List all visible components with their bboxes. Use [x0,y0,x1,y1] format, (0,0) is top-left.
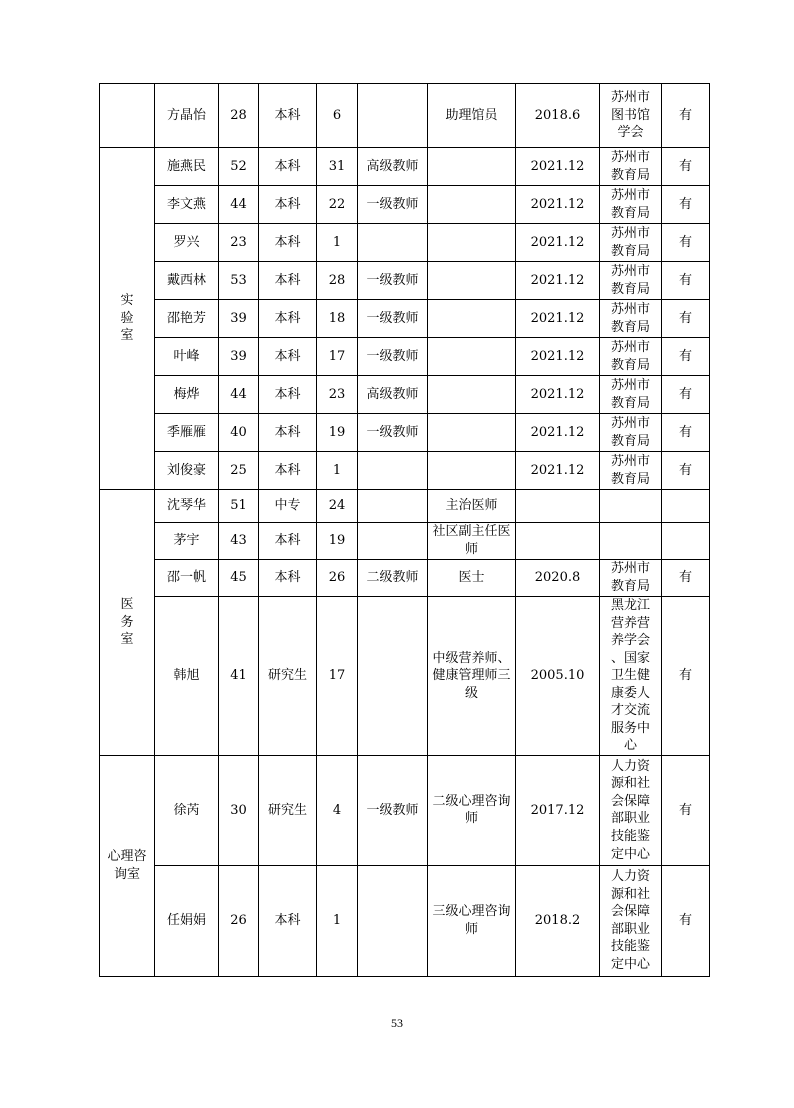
other-title-cell: 主治医师 [428,490,516,523]
issuer-cell: 人力资 源和社 会保障 部职业 技能鉴 定中心 [600,865,662,976]
age-cell: 44 [219,376,259,414]
other-title-cell: 助理馆员 [428,84,516,148]
teacher-title-cell [358,523,428,560]
issuer-cell: 苏州市 教育局 [600,262,662,300]
table-body [100,84,710,977]
years-cell: 19 [317,523,358,560]
department-cell [100,84,155,148]
date-cell: 2021.12 [516,414,600,452]
education-cell: 研究生 [259,597,317,756]
issuer-cell: 人力资 源和社 会保障 部职业 技能鉴 定中心 [600,755,662,865]
years-cell: 24 [317,490,358,523]
page-number: 53 [391,1016,403,1030]
staff-table [99,83,710,977]
teacher-title-cell: 一级教师 [358,300,428,338]
years-cell: 23 [317,376,358,414]
date-cell: 2020.8 [516,560,600,597]
certified-cell: 有 [662,452,710,490]
name-cell: 季雁雁 [155,414,219,452]
other-title-cell [428,414,516,452]
teacher-title-cell: 一级教师 [358,262,428,300]
education-cell: 本科 [259,224,317,262]
other-title-cell: 三级心理咨询师 [428,865,516,976]
certified-cell: 有 [662,755,710,865]
date-cell: 2021.12 [516,338,600,376]
years-cell: 1 [317,224,358,262]
date-cell: 2021.12 [516,300,600,338]
name-cell: 梅烨 [155,376,219,414]
table-row [100,865,710,976]
date-cell: 2021.12 [516,224,600,262]
education-cell: 本科 [259,300,317,338]
education-cell: 本科 [259,262,317,300]
teacher-title-cell [358,224,428,262]
name-cell: 茅宇 [155,523,219,560]
education-cell: 本科 [259,186,317,224]
other-title-cell [428,452,516,490]
teacher-title-cell [358,597,428,756]
other-title-cell [428,338,516,376]
date-cell [516,523,600,560]
teacher-title-cell: 高级教师 [358,148,428,186]
other-title-cell: 二级心理咨询师 [428,755,516,865]
issuer-cell: 苏州市 教育局 [600,338,662,376]
age-cell: 41 [219,597,259,756]
education-cell: 本科 [259,452,317,490]
age-cell: 44 [219,186,259,224]
name-cell: 邵艳芳 [155,300,219,338]
name-cell: 韩旭 [155,597,219,756]
other-title-cell [428,148,516,186]
issuer-cell: 苏州市 教育局 [600,186,662,224]
name-cell: 李文燕 [155,186,219,224]
table-row [100,560,710,597]
other-title-cell [428,300,516,338]
name-cell: 邵一帆 [155,560,219,597]
education-cell: 本科 [259,84,317,148]
other-title-cell [428,262,516,300]
table-row [100,84,710,148]
date-cell [516,490,600,523]
date-cell: 2018.6 [516,84,600,148]
name-cell: 施燕民 [155,148,219,186]
years-cell: 17 [317,338,358,376]
years-cell: 6 [317,84,358,148]
teacher-title-cell: 一级教师 [358,414,428,452]
date-cell: 2021.12 [516,452,600,490]
issuer-cell: 苏州市 教育局 [600,414,662,452]
certified-cell: 有 [662,186,710,224]
years-cell: 26 [317,560,358,597]
teacher-title-cell [358,452,428,490]
name-cell: 叶峰 [155,338,219,376]
education-cell: 本科 [259,338,317,376]
date-cell: 2005.10 [516,597,600,756]
issuer-cell [600,490,662,523]
years-cell: 31 [317,148,358,186]
table-row [100,523,710,560]
education-cell: 本科 [259,148,317,186]
certified-cell [662,490,710,523]
date-cell: 2018.2 [516,865,600,976]
date-cell: 2021.12 [516,262,600,300]
certified-cell: 有 [662,597,710,756]
other-title-cell [428,376,516,414]
issuer-cell: 黑龙江 营养营 养学会 、国家 卫生健 康委人 才交流 服务中 心 [600,597,662,756]
certified-cell: 有 [662,262,710,300]
age-cell: 51 [219,490,259,523]
name-cell: 徐芮 [155,755,219,865]
certified-cell: 有 [662,300,710,338]
education-cell: 本科 [259,376,317,414]
teacher-title-cell [358,865,428,976]
years-cell: 1 [317,865,358,976]
age-cell: 39 [219,300,259,338]
age-cell: 43 [219,523,259,560]
years-cell: 4 [317,755,358,865]
department-cell: 心理咨 询室 [100,755,155,976]
issuer-cell: 苏州市 教育局 [600,300,662,338]
age-cell: 25 [219,452,259,490]
certified-cell: 有 [662,376,710,414]
date-cell: 2017.12 [516,755,600,865]
education-cell: 本科 [259,523,317,560]
certified-cell: 有 [662,84,710,148]
age-cell: 53 [219,262,259,300]
age-cell: 40 [219,414,259,452]
name-cell: 任娟娟 [155,865,219,976]
table-row [100,755,710,865]
age-cell: 28 [219,84,259,148]
age-cell: 30 [219,755,259,865]
certified-cell: 有 [662,560,710,597]
table-row [100,414,710,452]
date-cell: 2021.12 [516,186,600,224]
department-cell: 医 务 室 [100,490,155,756]
issuer-cell: 苏州市 教育局 [600,560,662,597]
name-cell: 戴西林 [155,262,219,300]
education-cell: 中专 [259,490,317,523]
issuer-cell: 苏州市 教育局 [600,148,662,186]
age-cell: 23 [219,224,259,262]
other-title-cell: 中级营养师、健康管理师三级 [428,597,516,756]
education-cell: 本科 [259,865,317,976]
teacher-title-cell: 高级教师 [358,376,428,414]
table-row [100,186,710,224]
date-cell: 2021.12 [516,376,600,414]
age-cell: 45 [219,560,259,597]
other-title-cell: 社区副主任医师 [428,523,516,560]
education-cell: 研究生 [259,755,317,865]
teacher-title-cell: 一级教师 [358,186,428,224]
name-cell: 方晶怡 [155,84,219,148]
table-row [100,490,710,523]
table-row [100,338,710,376]
issuer-cell [600,523,662,560]
certified-cell: 有 [662,148,710,186]
department-cell: 实 验 室 [100,148,155,490]
years-cell: 17 [317,597,358,756]
education-cell: 本科 [259,414,317,452]
table-row [100,300,710,338]
teacher-title-cell: 一级教师 [358,755,428,865]
teacher-title-cell: 二级教师 [358,560,428,597]
years-cell: 18 [317,300,358,338]
table-row [100,452,710,490]
certified-cell: 有 [662,224,710,262]
years-cell: 28 [317,262,358,300]
teacher-title-cell [358,84,428,148]
years-cell: 19 [317,414,358,452]
years-cell: 1 [317,452,358,490]
age-cell: 39 [219,338,259,376]
certified-cell [662,523,710,560]
teacher-title-cell: 一级教师 [358,338,428,376]
issuer-cell: 苏州市 教育局 [600,452,662,490]
years-cell: 22 [317,186,358,224]
name-cell: 沈琴华 [155,490,219,523]
age-cell: 52 [219,148,259,186]
table-row [100,597,710,756]
other-title-cell: 医士 [428,560,516,597]
education-cell: 本科 [259,560,317,597]
table-row [100,224,710,262]
age-cell: 26 [219,865,259,976]
issuer-cell: 苏州市 图书馆 学会 [600,84,662,148]
table-row [100,148,710,186]
other-title-cell [428,186,516,224]
teacher-title-cell [358,490,428,523]
date-cell: 2021.12 [516,148,600,186]
certified-cell: 有 [662,338,710,376]
issuer-cell: 苏州市 教育局 [600,224,662,262]
certified-cell: 有 [662,865,710,976]
table-row [100,376,710,414]
other-title-cell [428,224,516,262]
name-cell: 刘俊豪 [155,452,219,490]
certified-cell: 有 [662,414,710,452]
name-cell: 罗兴 [155,224,219,262]
table-row [100,262,710,300]
issuer-cell: 苏州市 教育局 [600,376,662,414]
